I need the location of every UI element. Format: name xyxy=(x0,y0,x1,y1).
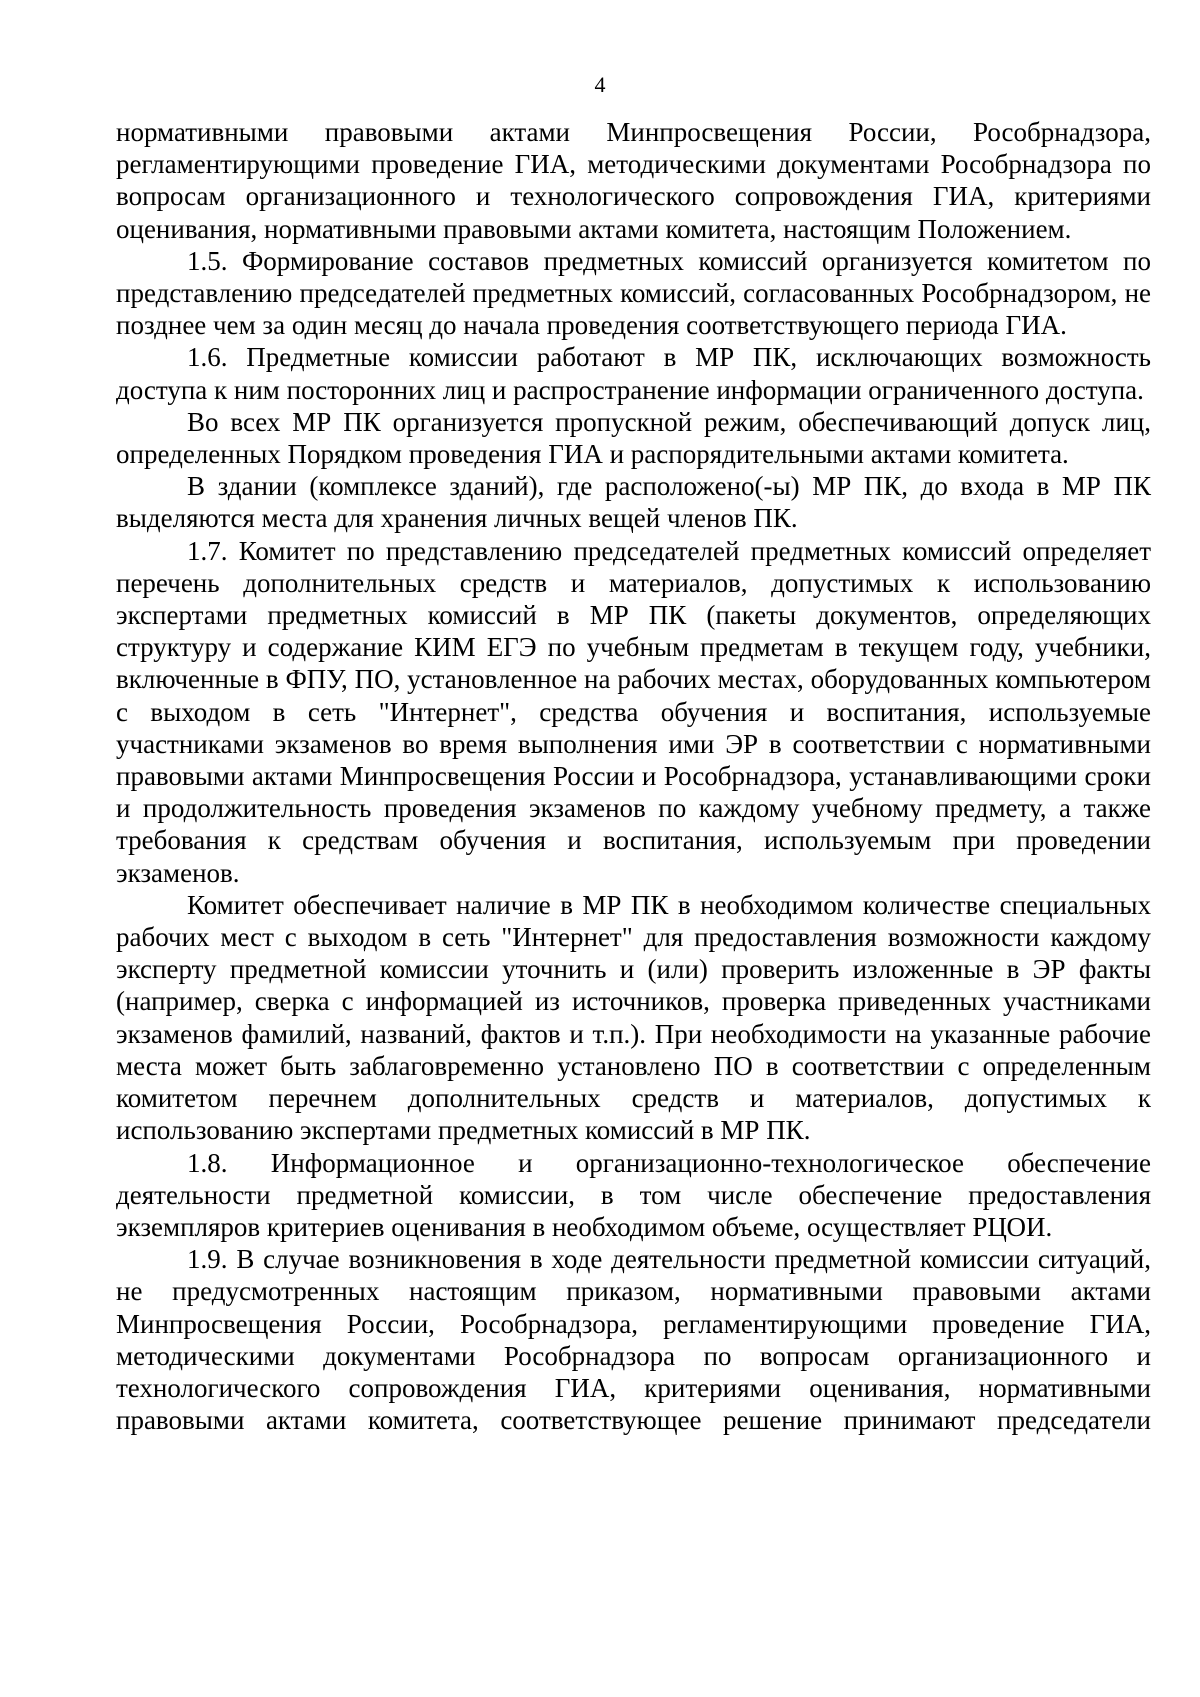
document-body xyxy=(116,116,1151,1436)
paragraph-1-8: 1.8. Информационное и организационно-технологическое обеспечение деятельности предметной комиссии, в том числе обеспечение предоставления экземпляров критериев оценивания в необходимом объеме, осуществляет РЦОИ. xyxy=(116,1147,1151,1242)
paragraph-personal-belongings: В здании (комплексе зданий), где расположено(-ы) МР ПК, до входа в МР ПК выделяются места для хранения личных вещей членов ПК. xyxy=(116,471,1151,534)
paragraph-1-9: 1.9. В случае возникновения в ходе деятельности предметной комиссии ситуаций, не предусмотренных настоящим приказом, нормативными правовыми актами Минпросвещения России, Рособрнадзора, регламентирующими проведение ГИА, методическими документами Рособрнадзора по вопросам организационного и технологического сопровождения ГИА, критериями оценивания, нормативными правовыми актами комитета, соответствующее решение принимают председатели xyxy=(116,1244,1151,1436)
page-number: 4 xyxy=(594,72,606,97)
paragraph-1-6: 1.6. Предметные комиссии работают в МР ПК, исключающих возможность доступа к ним посторонних лиц и распространение информации ограниченного доступа. xyxy=(116,342,1151,405)
paragraph-1-5: 1.5. Формирование составов предметных комиссий организуется комитетом по представлению председателей предметных комиссий, согласованных Рособрнадзором, не позднее чем за один месяц до начала проведения соответствующего периода ГИА. xyxy=(116,245,1151,341)
paragraph-1-7: 1.7. Комитет по представлению председателей предметных комиссий определяет перечень дополнительных средств и материалов, допустимых к использованию экспертами предметных комиссий в МР ПК (пакеты документов, определяющих структуру и содержание КИМ ЕГЭ по учебным предметам в текущем году, учебники, включенные в ФПУ, ПО, установленное на рабочих местах, оборудованных компьютером с выходом в сеть "Интернет", средства обучения и воспитания, используемые участниками экзаменов во время выполнения ими ЭР в соответствии с нормативными правовыми актами Минпросвещения России и Рособрнадзора, устанавливающими сроки и продолжительность проведения экзаменов по каждому учебному предмету, а также требования к средствам обучения и воспитания, используемым при проведении экзаменов. xyxy=(116,535,1151,888)
paragraph-access-regime: Во всех МР ПК организуется пропускной режим, обеспечивающий допуск лиц, определенных Порядком проведения ГИА и распорядительными актами комитета. xyxy=(116,406,1151,470)
paragraph-internet-workplaces: Комитет обеспечивает наличие в МР ПК в необходимом количестве специальных рабочих мест с выходом в сеть "Интернет" для предоставления возможности каждому эксперту предметной комиссии уточнить и (или) проверить изложенные в ЭР факты (например, сверка с информацией из источников, проверка приведенных участниками экзаменов фамилий, названий, фактов и т.п.). При необходимости на указанные рабочие места может быть заблаговременно установлено ПО в соответствии с определенным комитетом перечнем дополнительных средств и материалов, допустимых к использованию экспертами предметных комиссий в МР ПК. xyxy=(116,889,1151,1146)
paragraph-continuation: нормативными правовыми актами Минпросвещения России, Рособрнадзора, регламентирующими проведение ГИА, методическими документами Рособрнадзора по вопросам организационного и технологического сопровождения ГИА, критериями оценивания, нормативными правовыми актами комитета, настоящим Положением. xyxy=(116,117,1151,244)
